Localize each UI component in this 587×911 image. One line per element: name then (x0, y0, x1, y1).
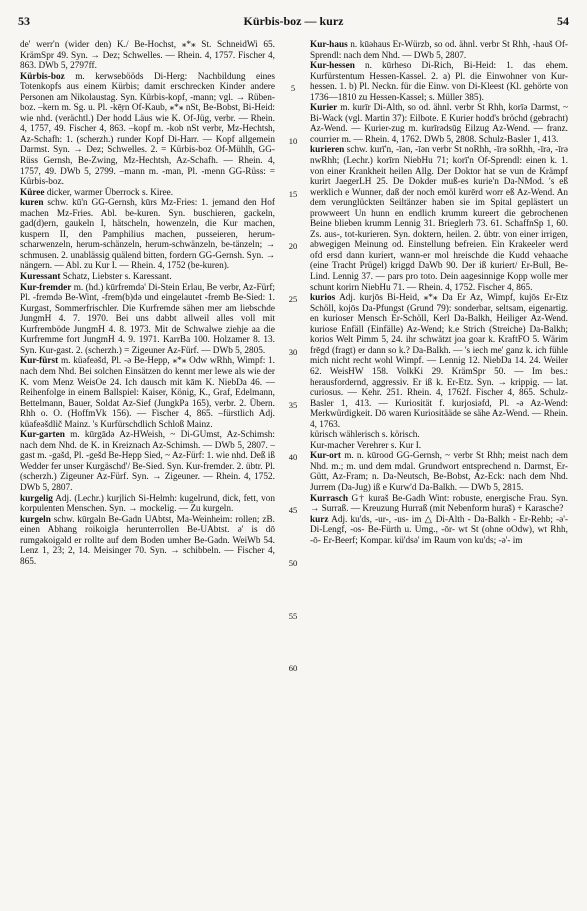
headword: Kurrasch (310, 493, 349, 504)
dictionary-entry (310, 103, 568, 145)
dictionary-entry (310, 61, 568, 103)
headword: kurios (310, 293, 336, 304)
dictionary-entry (20, 72, 275, 188)
dictionary-entry (20, 515, 275, 568)
headword: Kur-hessen (310, 61, 355, 72)
entry-text: de' werr'n (wider den) K./ Be-Hochst, ⁎*⁎ St. SchneidWi 65. KrämSpr 49. Syn. → Dez; Schwelles. — Rhein. 4, 1757. Fischer 4, 863. DWb 5, 2797ff. (20, 40, 275, 72)
dictionary-entry (310, 494, 568, 515)
dictionary-entry (20, 356, 275, 430)
dictionary-entry (310, 40, 568, 61)
entry-text: m. n. kūrood GG-Gernsh, ~ verbr St Rhh; meist nach dem Nhd. m.; m. und dem mdal. Grundwort entsprechend n. Darmst, Er-Gütt, Az-Fram; n. Da-Neutsch, Be-Bobst, Az-Eck: nach dem Nhd. Jurrem (Da-Jug) iß e Kurw'd Da-Balkh. — DWb 5, 2815. (310, 451, 568, 493)
headword: Kur-fremder (20, 282, 72, 293)
page-number-right: 54 (557, 14, 569, 28)
headword: kurieren (310, 145, 345, 156)
right-column (310, 40, 568, 902)
line-number: 50 (288, 557, 298, 568)
entry-text: Adj. ku'ds, -ur-, -us- im △ Di-Alth - Da-Balkh - Er-Rehb; -ə'- Di-Lengf, -os- Be-Fürth u. Umg., -ōr- wt St (ohne oOdw), wt Rhh, -ō- Er-Beerf; Kompar. kü'dsə' im Raum von ku'ds; -ə'- im (310, 514, 568, 546)
line-number: 15 (288, 188, 298, 199)
line-number: 45 (288, 505, 298, 516)
entry-text: n. kūrheso Di-Rich, Bi-Heid: 1. das ehem. Kurfürstentum Hessen-Kassel. 2. a) Pl. die Einwohner von Kur-hessen. 1. b) Pl. Neckn. für die Einw. von Di-Kleest (Kl. gehörte von 1736—1810 zu Hessen-Kassel; s. Müller 385). (310, 61, 568, 103)
left-column (20, 40, 275, 902)
entry-text: Schatz, Liebster s. Karessant. (60, 272, 172, 283)
page-number-left: 53 (18, 14, 30, 28)
dictionary-entry (20, 198, 275, 272)
dictionary-entry (20, 188, 275, 199)
dictionary-entry (20, 272, 275, 283)
line-number: 30 (288, 346, 298, 357)
line-number: 20 (288, 241, 298, 252)
entry-text: schw. kū'n GG-Gernsh, kūrs Mz-Fries: 1. jemand den Hof machen Mz-Fries. Abl. be-kuren. Syn. buschieren, gackeln, gad(d)ern, gaukeln I, hätscheln, howenzeln, die Kur machen, kuspern II, den Pamphilius machen, pusseieren, herum-scharwenzeln, herum-schänzeln, herum-schwänzeln, be-tänzeln; → schmusen. 2. unablässig quälend bitten, fordern GG-Gernsh. Syn. → nängern. — Abl. zu Kur I. — Rhein. 4, 1752 (be-kuren). (20, 198, 275, 272)
dictionary-entry (310, 293, 568, 430)
headword: Küree (20, 187, 45, 198)
dictionary-entry (20, 494, 275, 515)
line-number: 25 (288, 294, 298, 305)
dictionary-entry (310, 145, 568, 293)
line-number: 55 (288, 610, 298, 621)
line-number: 10 (288, 135, 298, 146)
page-header (18, 14, 569, 30)
headword: Kurier (310, 103, 338, 114)
entry-text: Adj. (Lechr.) kurjlich Si-Helmh: kugelrund, dick, fett, von korpulenten Menschen. Syn. → mockelig. — Zu kurgeln. (20, 493, 275, 515)
entry-text: m. kūrgādə Az-HWeish, ~ Di-GUmst, Az-Schimsh: nach dem Nhd. de K. in Kreiznach Az-Schimsh. — DWb 5, 2807. –gast m. -gašd, Pl. -gešd Be-Hepp Sied, ~ Az-Fürf: 1. wie nhd. Deß iß Wedder fer unser Kurgäschd'/ Be-Sied. Syn. Kur-fremder. 2. übtr. Pl. (scherzh.) Zigeuner Az-Fürf. Syn. → Zigeuner. — Rhein. 4, 1752. DWb 5, 2807. (20, 430, 275, 493)
dictionary-entry (20, 283, 275, 357)
entry-text: m. kerwsebööds Di-Herg: Nachbildung eines Totenkopfs aus einem Kürbis; damit erschrecken Kinder andere Personen am Nikolaustag. Syn. Kürbis-kopf, -mann; vgl. → Rüben-boz. –kern m. Sg. u. Pl. -kē̤rn Of-Kaub, ⁎*⁎ nSt, Be-Bobst, Bi-Heid: wie nhd. (verächtl.) Der hodd Läus wie K. Of-Jüg, verbr. — Rhein. 4, 1757, 49. Fischer 4, 863. –kopf m. -kob nSt verbr, Mz-Hechtsh, Az-Schafh: 1. (scherzh.) runder Kopf Di-Harr. — Kopf allgemein Darmst. Syn. → Dez; Schwelles. 2. = Kürbis-boz Of-Mühlh, GG-Rüss Gernsh, Be-Zwing, Mz-Hechtsh, Az-Schafh. — Rhein. 4, 1757, 49. DWb 5, 2799. –mann m. -man, Pl. -menn GG-Rüss: = Kürbis-boz. (20, 71, 275, 188)
entry-text: kürisch wählerisch s. körisch. (310, 430, 420, 441)
headword: kurgeln (20, 514, 51, 525)
entry-text: schw. kūrgəln Be-Gadn UAbtst, Ma-Weinheim: rollen; zB. einen Abhang roikoiglə herunterrollen Be-UAbtst. ə' is dō rumgəkoigəld er rollte auf dem Boden umher Be-Gadn. WeiWb 54. Lenz 1, 23; 2, 14. Meisinger 70. Syn. → schibbeln. — Fischer 4, 865. (20, 514, 275, 567)
dictionary-entry (310, 441, 568, 452)
running-head: Kürbis-boz — kurz (243, 14, 344, 28)
headword: Kur-garten (20, 430, 65, 441)
entry-text: m. küəfeəšd, Pl. -ə Be-Hepp, ⁎*⁎ Odw wRhh, Wimpf: 1. nach dem Nhd. Bei solchen Einsätzen do kennt mer lewe als wie der K. vom Menz WeisOe 24. Ich dausch mit kām K. NiebDa 46. — Reihenfolge in einem Ballspiel: Kaiser, König, K., Graf, Edelmann, Bettelmann, Bauer, Soldat Az-Sief (JungkPa 165), verbr. 2. Übern. Rhh o. O. (HoffmVk 156). — Fischer 4, 865. –fürstlich Adj. küafeəšdlič Mainz. 's Kurfürschdlich Schloß Mainz. (20, 356, 275, 430)
line-number: 60 (288, 663, 298, 674)
line-number: 35 (288, 399, 298, 410)
entry-text: m. (hd.) kūrfremdə' Di-Stein Erlau, Be verbr, Az-Fürf; Pl. -fremdə Be-Wint, -frem(b)də und eingelautet -fremb Be-Sied: 1. Kurgast, Sommerfrischler. Die Kurfremde sähen mer am liebschde JungmH 4. 7. 1970. Bei uns dabbt allweil alles voll mit Kurfremböde JungmH 4. 8. 1973. Mit de Schwalwe ziehje aa die Kurfremme fort JungmH 4. 9. 1971. KarrBa 100. Holzamer 8. 13. Syn. Kur-gast. 2. (scherzh.) = Zigeuner Az-Fürf. — DWb 5, 2805. (20, 282, 275, 356)
entry-text: G† kuraš Be-Gadh Wint: robuste, energische Frau. Syn. → Surraß. — Kreuzung Hurraß (mit Nebenform huraš) + Karasche? (310, 493, 568, 515)
dictionary-entry (310, 430, 568, 441)
entry-text: schw. kurī'n, -īən, -īən verbr St noRhh, -īrə soRhh, -īrə, -īrə nwRhh; (Lechr.) korīrn NiebHu 71; korī'n Of-Sprendl: einen k. 1. von einer Krankheit heilen Allg. Der Doktor hat se vun de Krämpf kurirt JaegerLH 25. De Dokder muß-es kurie'n Da-NMod. 's eß werklich e Wunner, daß der noch emöl kurērd worr eß Az-Wend. An dem verunglückten Seiltänzer haben sie im Spital geplästert un prowweert Un hunn en endlich krumm kureert die gebrochenen Beine blieben krumm Lennig 31. Brieglerh 73. 61. SchaffnSp 1, 60. Zs. aus-, tot-kurieren. Syn. doktern, heilen. 2. übtr. von einer irrigen, abwegigen Meinung od. Einstellung befreien. Ein Krakeeler werd ofd ersd dann kuriert, wann-er mol hreischde die Kudd vehaache (eine Tracht Prügel) kriggd DaWb 90. Der iß kuriert/ Er-Bull, Be-Lind. Lennig 37. — pars pro toto. Dein aagesinnige Kopp wolle mer schunt korirn NiebHu 71. — Rhein. 4, 1752. Fischer 4, 865. (310, 145, 568, 293)
headword: Kur-ort (310, 451, 341, 462)
dictionary-entry (310, 515, 568, 547)
headword: Kuressant (20, 272, 61, 283)
entry-text: n. kūəhaus Er-Würzb, so od. ähnl. verbr St Rhh, -hauš Of-Sprendl: nach dem Nhd. — DWb 5, 2807. (310, 40, 568, 61)
headword: Kur-fürst (20, 356, 59, 367)
line-number: 40 (288, 452, 298, 463)
headword: Kur-haus (310, 40, 348, 50)
line-number-gutter (279, 40, 307, 902)
headword: kurgelig (20, 493, 53, 504)
line-number: 5 (290, 83, 296, 94)
headword: kuren (20, 198, 44, 209)
dictionary-entry (20, 40, 275, 72)
entry-text: Adj. kurjōs Bi-Heid, ⁎*⁎ Da Er Az, Wimpf, kujōs Er-Etz Schöll, kojōs Da-Pfungst (Grund 79): sonderbar, seltsam, eigenartig. en kurioser Mensch Er-Schöll, Kerl Da-Balkh, Heiliger Az-Wend. kuriose Enfäll (Einfälle) Az-Wend; k.e Strich (Streiche) Da-Balkh; korios Welt Pimm 5, 24. ihr schwätzt joa goar k. KraftFO 5. Wärim frēgd (fragt) er dann so k.? Da-Balkh. — 's iech me' ganz k. ich fühle mich nicht recht wohl Wimpf. — Lennig 12. NiebDa 14. 24. Weiler 62. WeisHW 158. VolkKi 29. KrämSpr 50. — Im bes.: herausfordernd, aggressiv. Er iß k. Er-Etz. Syn. → krippig. — lat. curiosus. — Kehr. 251. Rhein. 4, 1762f. Fischer 4, 865. Schulz-Basler 1, 413. — Kuriosität f. kurjosiəfd, Pl. -ə Az-Wend: Merkwürdigkeit. Dō waren Kuriositääde se sähe Az-Wend. — Rhein. 4, 1763. (310, 293, 568, 430)
dictionary-entry (20, 430, 275, 493)
entry-text: Kur-macher Verehrer s. Kur I. (310, 440, 422, 451)
dictionary-entry (310, 451, 568, 493)
entry-text: m. kurīr Di-Alth, so od. ähnl. verbr St Rhh, korīə Darmst, ~ Bi-Wack (vgl. Martin 37): Eilbote. E Kurier hodd's bröchd (gebracht) Az-Wend. — Kurier-zug m. kurīrədsūg Eilzug Az-Wend. — franz. courrier m. — Rhein. 4, 1762. DWb 5, 2808. Schulz-Basler 1, 413. (310, 103, 568, 145)
headword: kurz (310, 514, 329, 525)
entry-text: dicker, warmer Überrock s. Kiree. (44, 187, 174, 198)
headword: Kürbis-boz (20, 71, 65, 82)
